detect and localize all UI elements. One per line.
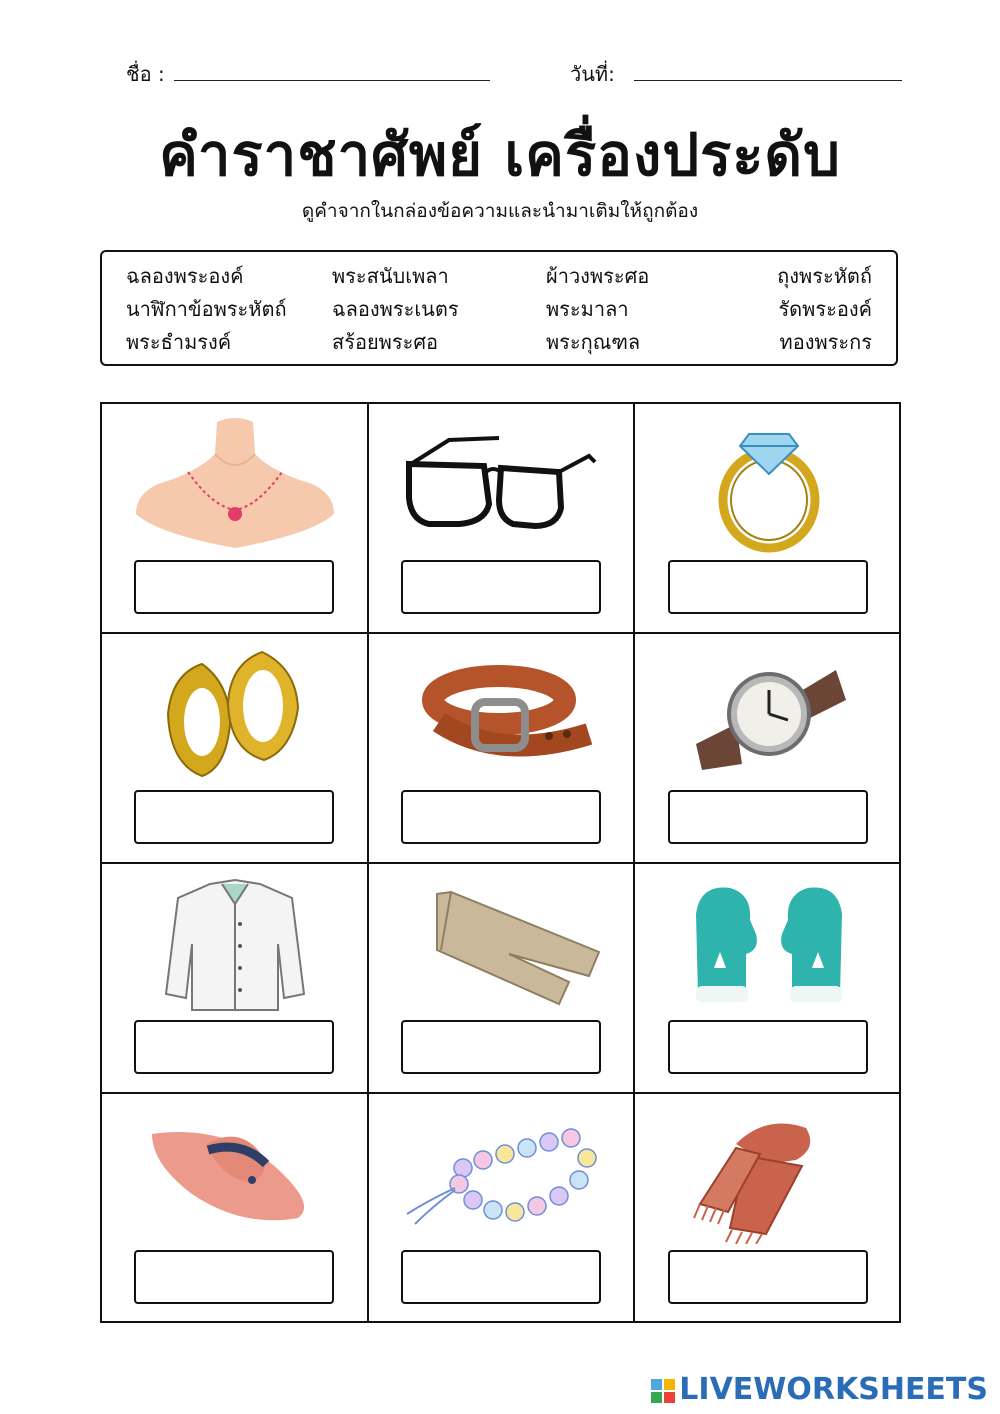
- answer-field[interactable]: [134, 1250, 334, 1304]
- brand-logo[interactable]: [650, 1372, 988, 1407]
- liveworksheets-logo-icon: [650, 1378, 676, 1404]
- answer-field[interactable]: [401, 790, 601, 844]
- answer-field[interactable]: [401, 1250, 601, 1304]
- item-cell: [102, 1094, 369, 1324]
- word-bank-item: ฉลองพระองค์: [126, 264, 244, 288]
- answer-field[interactable]: [668, 560, 868, 614]
- word-bank-item: รัดพระองค์: [778, 297, 872, 321]
- answer-field[interactable]: [668, 1020, 868, 1074]
- word-bank-item: ผ้าวงพระศอ: [546, 264, 650, 288]
- item-cell: [636, 864, 903, 1094]
- item-cell: [102, 864, 369, 1094]
- belt-icon: [389, 644, 616, 784]
- word-bank-item: พระธำมรงค์: [126, 330, 232, 354]
- date-line[interactable]: [634, 80, 902, 81]
- word-bank-item: ทองพระกร: [779, 330, 872, 354]
- sun-hat-icon: [122, 1104, 349, 1244]
- mittens-icon: [656, 874, 883, 1014]
- wristwatch-icon: [656, 644, 883, 784]
- name-line[interactable]: [174, 80, 490, 81]
- item-cell: [369, 1094, 636, 1324]
- brand-name: LIVEWORKSHEETS: [679, 1372, 988, 1407]
- answer-field[interactable]: [134, 1020, 334, 1074]
- shirt-icon: [122, 874, 349, 1014]
- answer-field[interactable]: [134, 790, 334, 844]
- item-cell: [102, 634, 369, 864]
- item-cell: [636, 1094, 903, 1324]
- date-label: วันที่:: [570, 62, 615, 86]
- eyeglasses-icon: [389, 414, 616, 554]
- answer-field[interactable]: [401, 560, 601, 614]
- item-cell: [369, 404, 636, 634]
- item-cell: [102, 404, 369, 634]
- word-bank-item: ฉลองพระเนตร: [332, 297, 459, 321]
- word-bank-item: พระกุณฑล: [546, 330, 641, 354]
- answer-field[interactable]: [668, 790, 868, 844]
- word-bank-item: ถุงพระหัตถ์: [777, 264, 872, 288]
- bead-bracelet-icon: [389, 1104, 616, 1244]
- word-bank-item: สร้อยพระศอ: [332, 330, 439, 354]
- diamond-ring-icon: [656, 414, 883, 554]
- word-bank-item: พระมาลา: [546, 297, 629, 321]
- word-bank-item: นาฬิกาข้อพระหัตถ์: [126, 297, 287, 321]
- word-bank: [100, 250, 898, 366]
- page-title: คำราชาศัพย์ เครื่องประดับ: [159, 121, 841, 189]
- name-label: ชื่อ :: [126, 62, 165, 86]
- picture-grid: [100, 402, 901, 1323]
- item-cell: [369, 634, 636, 864]
- necklace-icon: [122, 414, 349, 554]
- item-cell: [636, 634, 903, 864]
- answer-field[interactable]: [668, 1250, 868, 1304]
- answer-field[interactable]: [134, 560, 334, 614]
- scarf-icon: [656, 1104, 883, 1244]
- answer-field[interactable]: [401, 1020, 601, 1074]
- item-cell: [369, 864, 636, 1094]
- hoop-earrings-icon: [122, 644, 349, 784]
- instruction-text: ดูคำจากในกล่องข้อความและนำมาเติมให้ถูกต้อง: [301, 200, 699, 222]
- word-bank-item: พระสนับเพลา: [332, 264, 449, 288]
- trousers-icon: [389, 874, 616, 1014]
- item-cell: [636, 404, 903, 634]
